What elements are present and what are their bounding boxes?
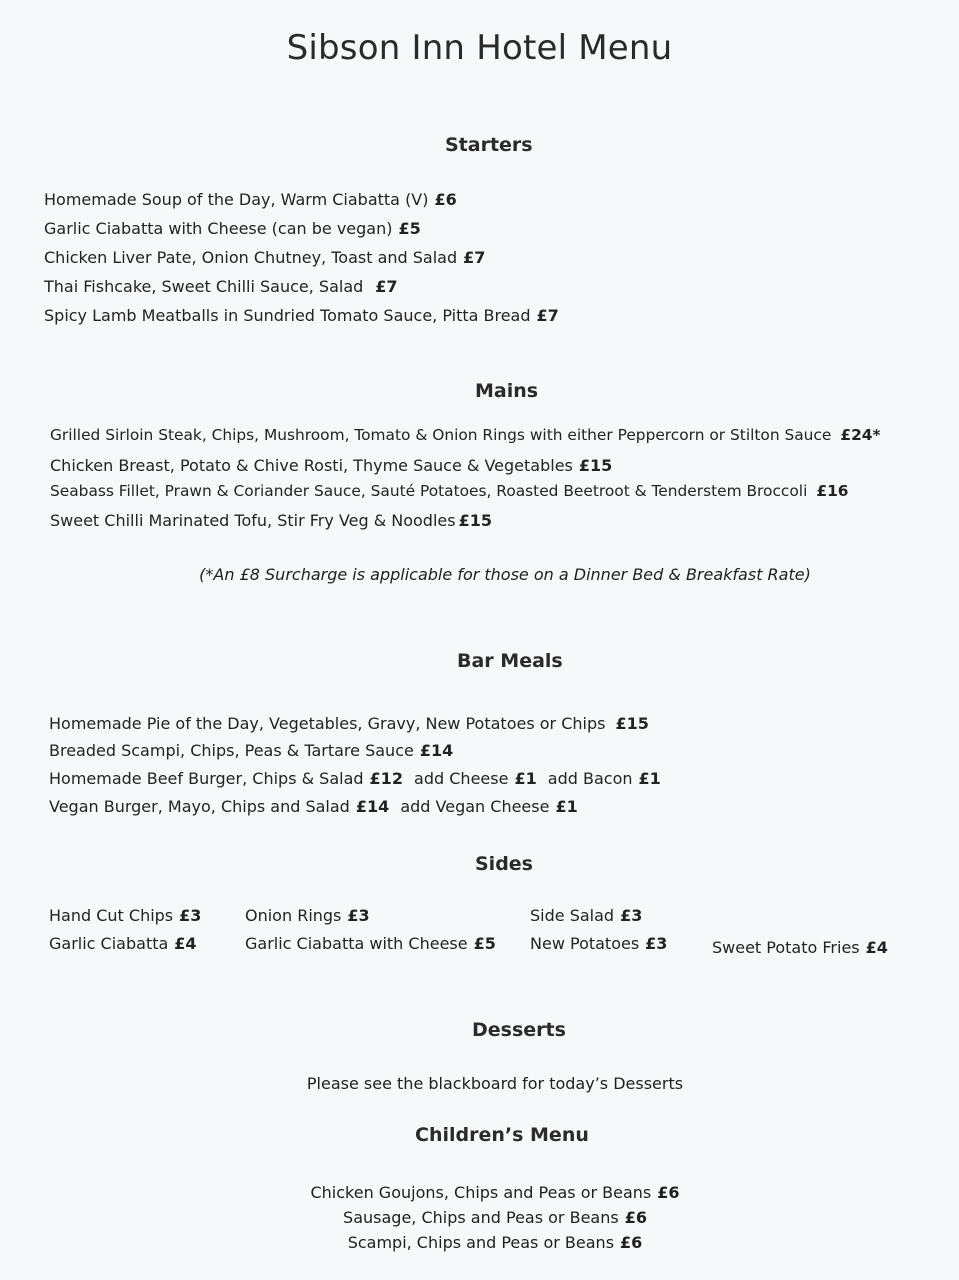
childrens-item [0, 1208, 959, 1227]
extra-price: £1 [514, 769, 537, 788]
item-name: Homemade Beef Burger, Chips & Salad [49, 769, 364, 788]
item-name: Chicken Liver Pate, Onion Chutney, Toast and Salad [44, 248, 458, 267]
item-name: Homemade Pie of the Day, Vegetables, Gravy, New Potatoes or Chips [49, 714, 606, 733]
item-name: New Potatoes [530, 934, 640, 953]
item-name: Sausage, Chips and Peas or Beans [343, 1208, 619, 1227]
menu-title: Sibson Inn Hotel Menu [286, 28, 673, 68]
item-name: Hand Cut Chips [49, 906, 174, 925]
item-price: £5 [398, 219, 421, 238]
item-price: £6 [657, 1183, 680, 1202]
surcharge-note: (*An £8 Surcharge is applicable for those on a Dinner Bed & Breakfast Rate) [199, 565, 811, 584]
extra-price: £1 [555, 797, 578, 816]
mains-heading: Mains [475, 380, 539, 402]
item-name: Side Salad [530, 906, 615, 925]
side-item [245, 906, 370, 925]
item-price: £15 [458, 511, 492, 530]
item-price: £5 [473, 934, 496, 953]
side-item [530, 934, 667, 953]
item-price: £6 [620, 1233, 643, 1252]
item-price: £4 [174, 934, 197, 953]
item-price: £24* [840, 426, 881, 444]
bar-meals-heading: Bar Meals [457, 650, 563, 672]
starter-item [44, 190, 457, 209]
bar-meal-item [49, 714, 649, 733]
item-price: £6 [434, 190, 457, 209]
starter-item [44, 277, 398, 296]
starter-item [44, 219, 421, 238]
item-price: £15 [615, 714, 649, 733]
childrens-item [0, 1233, 959, 1252]
side-item [245, 934, 496, 953]
starter-item [44, 306, 559, 325]
main-item [50, 426, 881, 444]
item-name: Vegan Burger, Mayo, Chips and Salad [49, 797, 350, 816]
item-name: Onion Rings [245, 906, 342, 925]
item-name: Grilled Sirloin Steak, Chips, Mushroom, Tomato & Onion Rings with either Peppercorn or Stilton Sauce [50, 426, 832, 444]
item-price: £15 [578, 456, 613, 475]
item-name: Garlic Ciabatta [49, 934, 169, 953]
item-name: Homemade Soup of the Day, Warm Ciabatta (V) [44, 190, 429, 209]
side-item [530, 906, 642, 925]
item-price: £3 [620, 906, 643, 925]
item-price: £3 [645, 934, 668, 953]
item-name: Garlic Ciabatta with Cheese (can be vegan) [44, 219, 393, 238]
childrens-item [0, 1183, 959, 1202]
item-name: Garlic Ciabatta with Cheese [245, 934, 468, 953]
starters-heading: Starters [445, 134, 533, 156]
main-item [50, 482, 849, 500]
extra-label: add Cheese [414, 769, 509, 788]
starter-item [44, 248, 485, 267]
item-name: Chicken Breast, Potato & Chive Rosti, Thyme Sauce & Vegetables [50, 456, 573, 475]
item-name: Sweet Potato Fries [712, 938, 860, 957]
main-item [50, 511, 492, 530]
side-item [49, 934, 197, 953]
item-price: £4 [865, 938, 888, 957]
extra-price: £1 [638, 769, 661, 788]
item-price: £14 [419, 741, 454, 760]
extra-label: add Vegan Cheese [400, 797, 550, 816]
bar-meal-item [49, 797, 578, 816]
item-price: £7 [375, 277, 398, 296]
main-item [50, 456, 612, 475]
item-name: Thai Fishcake, Sweet Chilli Sauce, Salad [44, 277, 364, 296]
item-price: £3 [347, 906, 370, 925]
extra-label: add Bacon [547, 769, 633, 788]
item-price: £14 [355, 797, 390, 816]
bar-meal-item [49, 741, 453, 760]
childrens-menu-heading: Children’s Menu [415, 1124, 589, 1146]
sides-heading: Sides [475, 853, 533, 875]
item-name: Seabass Fillet, Prawn & Coriander Sauce, Sauté Potatoes, Roasted Beetroot & Tenderstem Broccoli [50, 482, 808, 500]
item-price: £16 [816, 482, 849, 500]
desserts-heading: Desserts [472, 1019, 566, 1041]
item-price: £12 [369, 769, 403, 788]
item-name: Scampi, Chips and Peas or Beans [347, 1233, 615, 1252]
item-name: Chicken Goujons, Chips and Peas or Beans [310, 1183, 652, 1202]
item-price: £3 [179, 906, 202, 925]
item-price: £7 [463, 248, 486, 267]
item-name: Sweet Chilli Marinated Tofu, Stir Fry Veg & Noodles [50, 511, 456, 530]
side-item [712, 938, 888, 957]
item-name: Spicy Lamb Meatballs in Sundried Tomato Sauce, Pitta Bread [44, 306, 531, 325]
item-name: Breaded Scampi, Chips, Peas & Tartare Sauce [49, 741, 414, 760]
desserts-text: Please see the blackboard for today’s Desserts [306, 1074, 684, 1093]
item-price: £6 [624, 1208, 647, 1227]
side-item [49, 906, 201, 925]
bar-meal-item [49, 769, 661, 788]
item-price: £7 [536, 306, 559, 325]
